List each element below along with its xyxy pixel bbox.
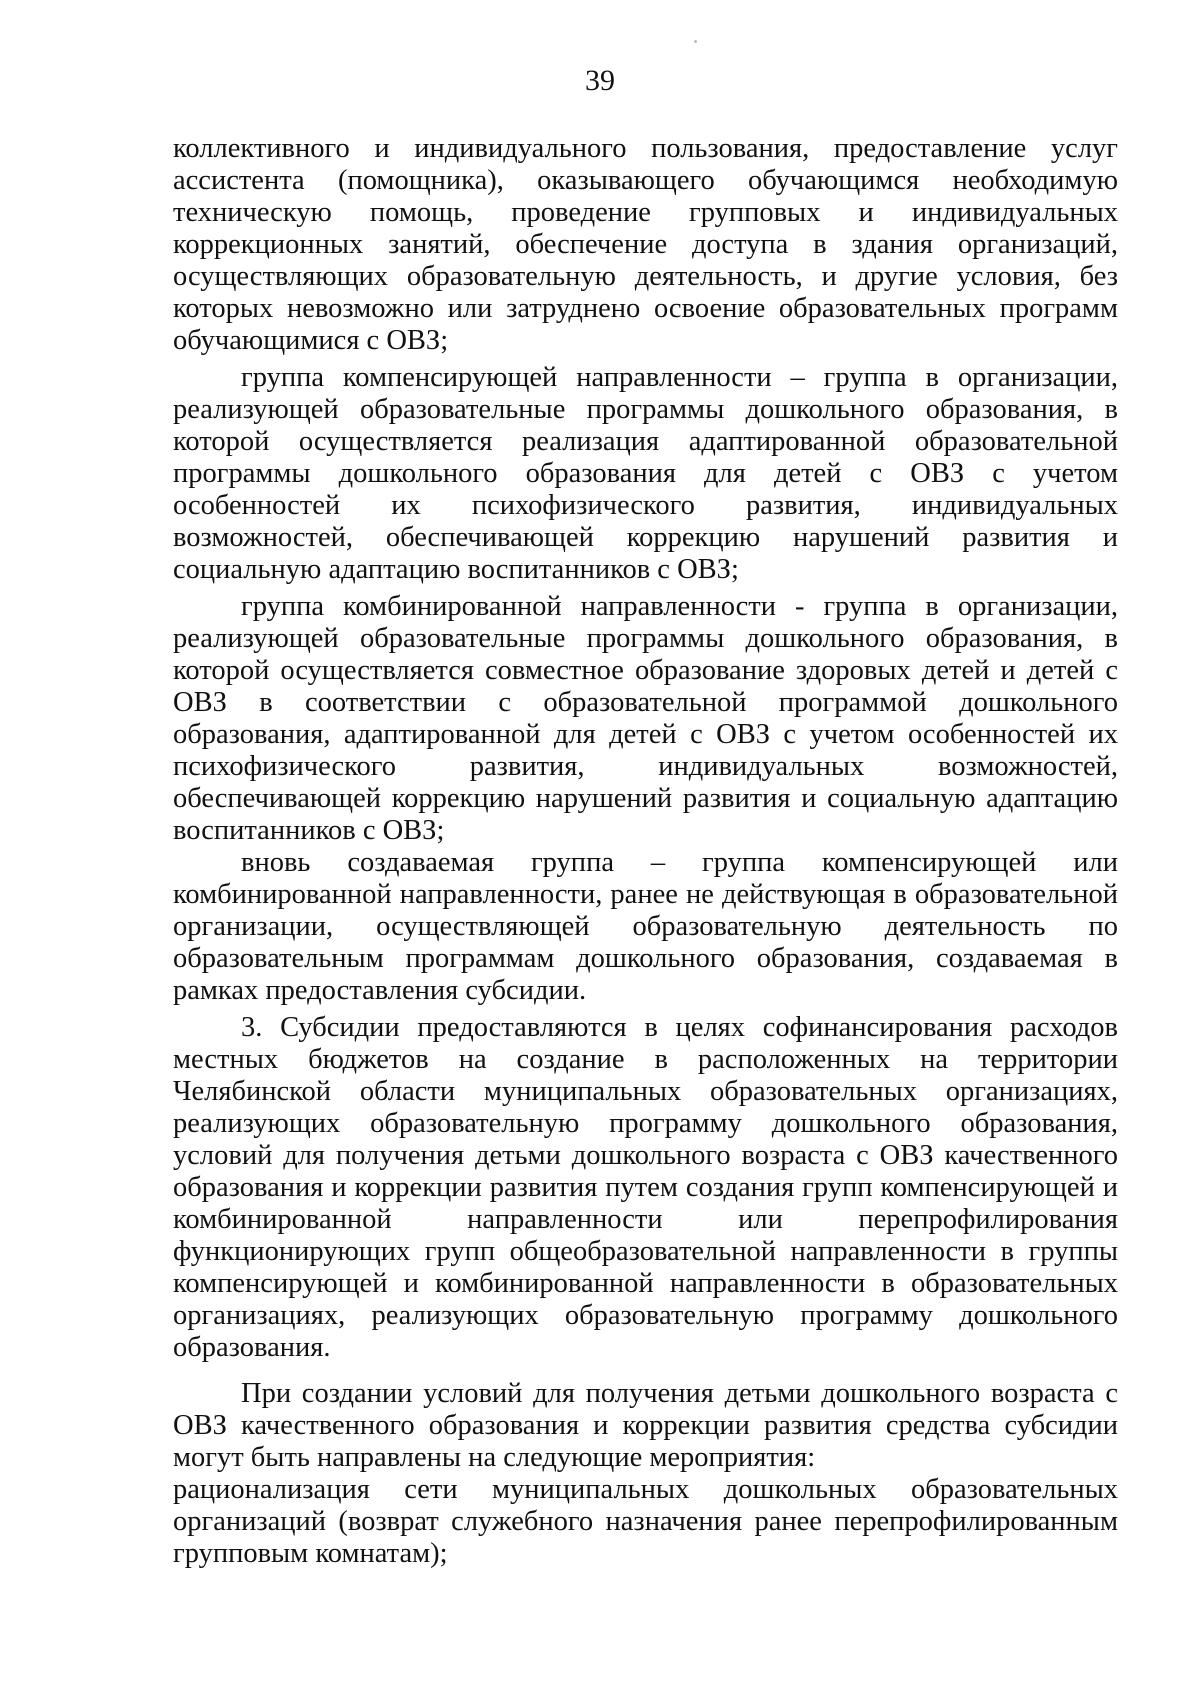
- document-body: [173, 133, 1118, 1570]
- page-number: 39: [585, 64, 615, 97]
- paragraph-continuation: коллективного и индивидуального пользования, предоставление услуг ассистента (помощника), оказывающего обучающимся необходимую техническую помощь, проведение групповых и индивидуальных коррекционных занятий, обеспечение доступа в здания организаций, осуществляющих образовательную деятельность, и другие условия, без которых невозможно или затруднено освоение образовательных программ обучающимися с ОВЗ;: [173, 133, 1118, 356]
- paragraph-compensating-group: группа компенсирующей направленности – группа в организации, реализующей образовательные программы дошкольного образования, в которой осуществляется реализация адаптированной образовательной программы дошкольного образования для детей с ОВЗ с учетом особенностей их психофизического развития, индивидуальных возможностей, обеспечивающей коррекцию нарушений развития и социальную адаптацию воспитанников с ОВЗ;: [173, 362, 1118, 585]
- paragraph-subsidy-measures: При создании условий для получения детьми дошкольного возраста с ОВЗ качественного образования и коррекции развития средства субсидии могут быть направлены на следующие мероприятия:: [173, 1378, 1118, 1473]
- paragraph-network-rationalization: рационализация сети муниципальных дошкольных образовательных организаций (возврат служебного назначения ранее перепрофилированным групповым комнатам);: [173, 1474, 1118, 1569]
- scan-speck: [694, 40, 697, 43]
- paragraph-combined-group: группа комбинированной направленности - группа в организации, реализующей образовательные программы дошкольного образования, в которой осуществляется совместное образование здоровых детей и детей с ОВЗ в соответствии с образовательной программой дошкольного образования, адаптированной для детей с ОВЗ с учетом особенностей их психофизического развития, индивидуальных возможностей, обеспечивающей коррекцию нарушений развития и социальную адаптацию воспитанников с ОВЗ;: [173, 591, 1118, 846]
- paragraph-subsidy-purpose: 3. Субсидии предоставляются в целях софинансирования расходов местных бюджетов на создание в расположенных на территории Челябинской области муниципальных образовательных организациях, реализующих образовательную программу дошкольного образования, условий для получения детьми дошкольного возраста с ОВЗ качественного образования и коррекции развития путем создания групп компенсирующей и комбинированной направленности или перепрофилирования функционирующих групп общеобразовательной направленности в группы компенсирующей и комбинированной направленности в образовательных организациях, реализующих образовательную программу дошкольного образования.: [173, 1012, 1118, 1363]
- paragraph-new-group: вновь создаваемая группа – группа компенсирующей или комбинированной направленности, ранее не действующая в образовательной организации, осуществляющей образовательную деятельность по образовательным программам дошкольного образования, создаваемая в рамках предоставления субсидии.: [173, 847, 1118, 1006]
